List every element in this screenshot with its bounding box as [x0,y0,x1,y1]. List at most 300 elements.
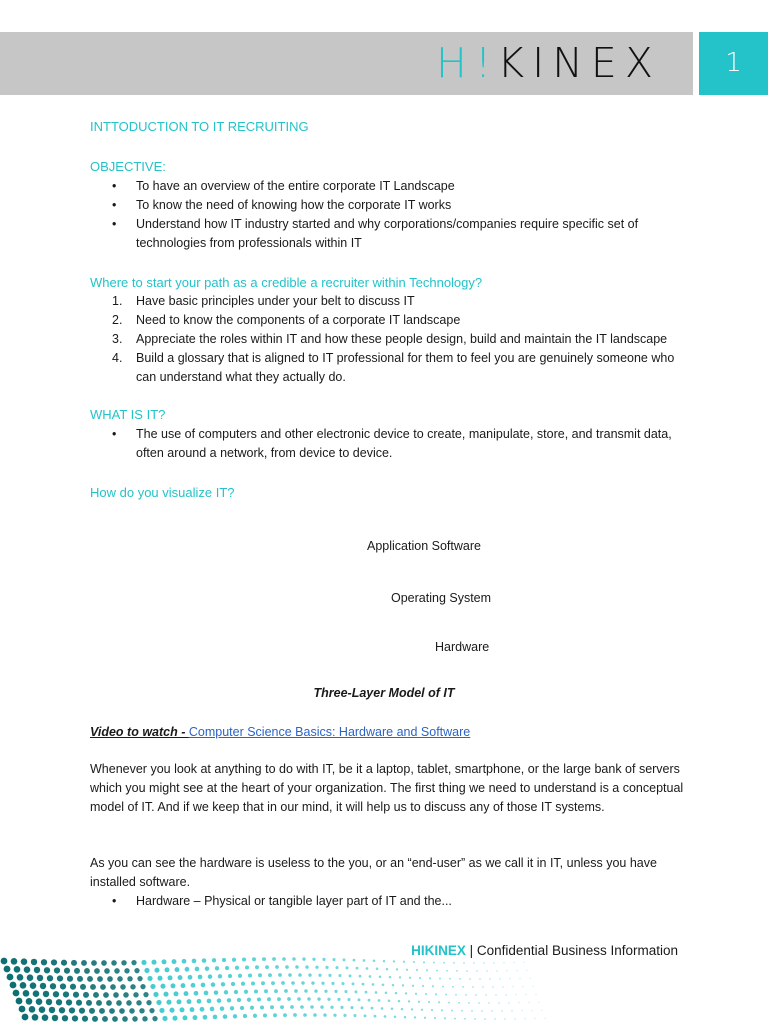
decorative-dot [531,1010,532,1011]
decorative-dot [201,983,206,988]
decorative-dot [337,998,340,1001]
decorative-dot [192,959,197,964]
video-label: Video to watch - [90,725,189,739]
decorative-dot [473,962,474,963]
decorative-dot [341,982,344,985]
bullet-icon: • [112,198,117,212]
decorative-dot [347,998,350,1001]
decorative-dot [187,999,192,1004]
decorative-dot [133,992,138,997]
decorative-dot [14,966,21,973]
decorative-dot [139,1008,144,1013]
decorative-dot [493,962,494,963]
objective-heading: OBJECTIVE: [90,159,166,174]
page-number: 1 [725,48,742,78]
decorative-dot [355,990,358,993]
decorative-dot [302,957,305,960]
decorative-dot [232,958,236,962]
decorative-dot [160,984,165,989]
objective-list [90,177,691,253]
decorative-dot [301,981,305,985]
decorative-dot [444,1017,446,1019]
decorative-dot [240,1006,244,1010]
decorative-dot [386,968,389,971]
decorative-dot [234,990,238,994]
list-item [90,892,691,911]
decorative-dot [265,965,269,969]
company-logo [436,38,661,88]
decorative-dot [502,986,503,987]
decorative-dot [61,960,67,966]
decorative-dot [369,975,372,978]
decorative-dot [36,998,43,1005]
decorative-dot [150,984,155,989]
list-item [90,349,691,387]
decorative-dot [356,967,359,970]
decorative-dot [264,989,268,993]
decorative-dot [86,1000,92,1006]
decorative-dot [403,961,405,963]
decorative-dot [395,992,398,995]
what-is-it-heading: WHAT IS IT? [90,407,166,422]
decorative-dot [431,1009,433,1011]
decorative-dot [195,967,200,972]
decorative-dot [13,990,20,997]
decorative-dot [513,962,514,963]
decorative-dot [136,1000,141,1005]
decorative-dot [494,1018,495,1019]
decorative-dot [123,992,129,998]
decorative-dot [72,1015,78,1021]
decorative-dot [260,1005,264,1009]
decorative-dot [152,1016,157,1021]
decorative-dot [159,1008,164,1013]
decorative-dot [82,1016,88,1022]
decorative-dot [40,983,46,989]
list-item [90,292,691,311]
decorative-dot [456,970,458,972]
decorative-dot [484,1018,486,1020]
decorative-dot [273,1013,277,1017]
decorative-dot [451,1010,453,1012]
decorative-dot [211,982,216,987]
decorative-dot [346,966,349,969]
decorative-dot [385,991,388,994]
decorative-dot [154,968,159,973]
decorative-dot [143,992,148,997]
decorative-dot [96,1000,102,1006]
hardware-list [90,892,691,911]
decorative-dot [391,1007,394,1010]
decorative-dot [247,998,251,1002]
decorative-dot [483,962,484,963]
decorative-dot [37,975,43,981]
decorative-dot [318,974,321,977]
decorative-dot [361,1006,364,1009]
decorative-dot [288,973,292,977]
list-item-text: Appreciate the roles within IT and how these people design, build and maintain the IT landscape [136,332,668,346]
decorative-dot [251,981,255,985]
decorative-dot [401,1008,404,1011]
decorative-dot [307,997,311,1001]
decorative-dot [436,970,438,972]
footer-text: Confidential Business Information [476,943,678,958]
decorative-dot [165,967,170,972]
decorative-dot [103,992,109,998]
decorative-dot [515,994,516,995]
decorative-dot [378,999,381,1002]
list-item [90,215,691,253]
decorative-dot [343,1014,346,1017]
decorative-dot [454,1018,456,1020]
decorative-dot [393,960,395,962]
decorative-dot [416,969,418,971]
decorative-dot [396,968,398,970]
decorative-dot [200,1007,205,1012]
decorative-dot [452,986,454,988]
decorative-dot [63,991,69,997]
decorative-dot [252,957,256,961]
decorative-dot [109,1008,115,1014]
decorative-dot [353,959,356,962]
decorative-dot [227,998,231,1002]
decorative-dot [121,960,126,965]
decorative-dot [162,1016,167,1021]
decorative-dot [461,1010,463,1012]
decorative-dot [300,1005,304,1009]
decorative-dot [124,968,129,973]
decorative-dot [220,1006,225,1011]
decorative-dot [97,976,103,982]
decorative-dot [106,1000,112,1006]
decorative-dot [402,984,404,986]
decorative-dot [261,981,265,985]
decorative-dot [174,991,179,996]
decorative-dot [488,1002,489,1003]
decorative-dot [33,990,40,997]
list-item [90,330,691,349]
decorative-dot [464,1018,466,1020]
list-number: 1. [112,294,123,308]
decorative-dot [21,958,28,965]
decorative-dot [147,976,152,981]
decorative-dot [30,982,37,989]
decorative-dot [462,986,464,988]
decorative-dot [127,976,132,981]
decorative-dot [77,976,83,982]
decorative-dot [50,983,56,989]
list-item-text: Hardware – Physical or tangible layer part of IT and the... [136,894,452,908]
decorative-dot [233,1014,237,1018]
decorative-dot [254,989,258,993]
decorative-dot [184,991,189,996]
decorative-dot [317,997,320,1000]
decorative-dot [366,967,369,970]
decorative-dot [463,962,465,964]
decorative-dot [168,975,173,980]
decorative-dot [218,974,222,978]
decorative-dot [280,1005,284,1009]
decorative-dot [536,994,537,995]
decorative-dot [166,1000,171,1005]
decorative-dot [458,1002,460,1004]
decorative-dot [284,989,288,993]
decorative-dot [258,973,262,977]
decorative-dot-pattern [0,955,768,1024]
list-item [90,177,691,196]
decorative-dot [512,986,513,987]
decorative-dot [193,1015,198,1020]
decorative-dot [212,958,216,962]
video-link[interactable]: Computer Science Basics: Hardware and Software [188,725,471,739]
decorative-dot [406,969,408,971]
decorative-dot [368,999,371,1002]
decorative-dot [389,976,392,979]
path-list [90,292,691,387]
decorative-dot [503,962,504,963]
decorative-dot [475,994,477,996]
logo-exclamation: ! [474,39,498,87]
decorative-dot [71,960,77,966]
decorative-dot [151,960,156,965]
decorative-dot [29,1006,36,1013]
decorative-dot [51,959,57,965]
decorative-dot [73,992,79,998]
decorative-dot [505,994,506,995]
decorative-dot [441,1009,443,1011]
decorative-dot [434,1017,436,1019]
decorative-dot [405,992,407,994]
body-paragraph: As you can see the hardware is useless to the you, or an “end-user” as we call it in IT, unless you have installed software. [90,856,657,889]
decorative-dot [481,1010,483,1012]
decorative-dot [418,1001,420,1003]
decorative-dot [177,999,182,1004]
decorative-dot [315,966,318,969]
decorative-dot [332,958,335,961]
decorative-dot [54,967,60,973]
decorative-dot [129,1008,135,1014]
decorative-dot [237,998,241,1002]
decorative-dot [435,993,437,995]
decorative-dot [362,983,365,986]
decorative-dot [222,958,226,962]
decorative-dot [328,974,331,977]
decorative-dot [262,957,266,961]
decorative-dot [64,968,70,974]
decorative-dot [384,1015,387,1018]
decorative-dot [528,1002,529,1003]
decorative-dot [295,965,299,969]
list-item-text: Understand how IT industry started and why corporations/companies require specific set of technologies from professionals within IT [136,217,639,250]
decorative-dot [303,1013,307,1017]
decorative-dot [94,968,100,974]
decorative-dot [267,997,271,1001]
decorative-dot [149,1008,154,1013]
decorative-dot [277,997,281,1001]
decorative-dot [383,960,386,963]
decorative-dot [84,968,90,974]
decorative-dot [522,986,523,987]
decorative-dot [91,960,97,966]
decorative-dot [542,1010,543,1011]
decorative-dot [197,999,202,1004]
decorative-dot [471,1010,473,1012]
decorative-dot [60,983,66,989]
decorative-dot [327,998,330,1001]
decorative-dot [379,975,382,978]
decorative-dot [11,958,18,965]
decorative-dot [364,1014,367,1017]
decorative-dot [524,962,525,963]
decorative-dot [110,984,116,990]
logo-wordmark: KINEX [497,39,661,87]
decorative-dot [474,1018,476,1020]
decorative-dot [310,1005,314,1009]
decorative-dot [365,991,368,994]
decorative-dot [305,965,308,968]
decorative-dot [17,974,24,981]
decorative-dot [492,986,493,987]
decorative-dot [442,986,444,988]
decorative-dot [340,1006,343,1009]
decorative-dot [335,966,338,969]
decorative-dot [271,981,275,985]
decorative-dot [7,974,14,981]
decorative-dot [255,965,259,969]
bullet-icon: • [112,179,117,193]
decorative-dot [392,984,395,987]
decorative-dot [545,1018,546,1019]
decorative-dot [411,1008,413,1010]
body-paragraph: Whenever you look at anything to do with IT, be it a laptop, tablet, smartphone, or the large bank of servers which you might see at the heart of your organization. The first thing we need to understand is a conceptual model of IT. And if we keep that in our mind, it will help us to discuss any of those IT systems. [90,762,684,814]
decorative-dot [414,1016,416,1018]
decorative-dot [224,990,228,994]
decorative-dot [499,978,500,979]
layer-application-software: Application Software [367,539,481,553]
list-item [90,425,691,463]
decorative-dot [215,966,219,970]
decorative-dot [228,974,232,978]
decorative-dot [344,990,347,993]
decorative-dot [323,1013,326,1016]
decorative-dot [320,1005,323,1008]
decorative-dot [70,984,76,990]
decorative-dot [44,967,50,973]
decorative-dot [281,981,285,985]
footer-brand: HIKINEX [411,943,466,958]
decorative-dot [270,1005,274,1009]
decorative-dot [20,982,27,989]
decorative-dot [31,959,37,965]
decorative-dot [79,1008,85,1014]
decorative-dot [238,974,242,978]
decorative-dot [223,1014,228,1019]
decorative-dot [412,985,414,987]
decorative-dot [178,975,183,980]
decorative-dot [137,976,142,981]
decorative-dot [478,1002,480,1004]
decorative-dot [210,1007,215,1012]
decorative-dot [371,1007,374,1010]
decorative-dot [333,1014,336,1017]
decorative-dot [132,1016,138,1022]
decorative-dot [424,1017,426,1019]
decorative-dot [413,961,415,963]
decorative-dot [482,986,483,987]
decorative-dot [330,1006,333,1009]
list-item-text: The use of computers and other electronic device to create, manipulate, store, and transmit data, often around a network, from device to device. [136,427,672,460]
decorative-dot [382,983,385,986]
decorative-dot [438,1001,440,1003]
decorative-dot [486,970,487,971]
decorative-dot [248,973,252,977]
decorative-dot [534,1018,535,1019]
decorative-dot [539,1002,540,1003]
decorative-dot [426,969,428,971]
decorative-dot [287,997,291,1001]
list-item [90,196,691,215]
decorative-dot [476,970,477,971]
decorative-dot [93,992,99,998]
bullet-icon: • [112,894,117,908]
decorative-dot [217,998,222,1003]
decorative-dot [324,990,327,993]
decorative-dot [244,990,248,994]
decorative-dot [194,991,199,996]
decorative-dot [180,1007,185,1012]
decorative-dot [468,1002,470,1004]
decorative-dot [419,977,421,979]
decorative-dot [530,978,531,979]
decorative-dot [533,986,534,987]
decorative-dot [268,973,272,977]
decorative-dot [399,976,401,978]
bullet-icon: • [112,427,117,441]
decorative-dot [498,1002,499,1003]
decorative-dot [343,958,346,961]
decorative-dot [321,982,324,985]
decorative-dot [524,1018,525,1019]
decorative-dot [213,1015,218,1020]
decorative-dot [1,958,8,965]
document-title: INTTODUCTION TO IT RECRUITING [90,119,309,134]
decorative-dot [100,984,106,990]
decorative-dot [253,1014,257,1018]
decorative-dot [359,975,362,978]
decorative-dot [290,1005,294,1009]
decorative-dot [514,1018,515,1019]
decorative-dot [69,1007,75,1013]
decorative-dot [76,1000,82,1006]
decorative-dot [101,960,107,966]
decorative-dot [92,1016,98,1022]
decorative-dot [446,970,448,972]
decorative-dot [263,1013,267,1017]
decorative-dot [62,1015,68,1021]
decorative-dot [449,978,451,980]
decorative-dot [153,992,158,997]
decorative-dot [225,966,229,970]
decorative-dot [141,960,146,965]
decorative-dot [80,984,86,990]
decorative-dot [278,973,282,977]
decorative-dot [275,965,279,969]
decorative-dot [242,957,246,961]
decorative-dot [516,970,517,971]
path-heading: Where to start your path as a credible a recruiter within Technology? [90,275,483,290]
decorative-dot [130,984,135,989]
decorative-dot [117,976,123,982]
